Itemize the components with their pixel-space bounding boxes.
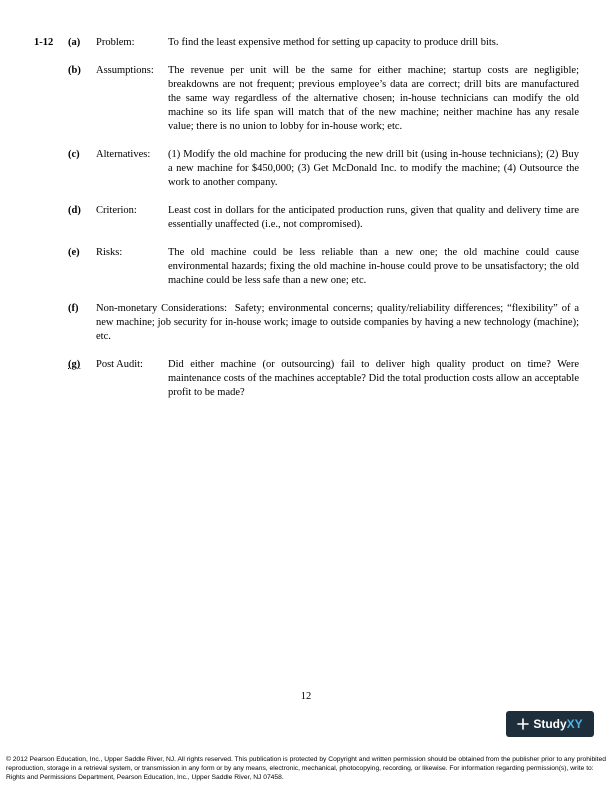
item-letter: (d) — [68, 205, 81, 216]
item-text: Safety; environmental concerns; quality/reliability differences; “flexibility” of a new machine; job security for in-house work; image to outside companies by having a new technology (machine); etc. — [96, 303, 579, 342]
item-text: To find the least expensive method for setting up capacity to produce drill bits. — [168, 37, 499, 48]
item-label: Criterion: — [96, 205, 137, 216]
item-letter: (a) — [68, 37, 81, 48]
page-number: 12 — [300, 691, 312, 702]
item-label: Problem: — [96, 37, 135, 48]
logo-text-xy: XY — [566, 717, 583, 731]
item-c — [34, 148, 579, 190]
item-body — [96, 302, 579, 344]
item-label: Assumptions: — [96, 65, 154, 76]
item-b — [34, 64, 579, 134]
item-label: Post Audit: — [96, 359, 143, 370]
item-letter: (c) — [68, 149, 80, 160]
item-letter: (g) — [68, 359, 81, 370]
item-letter: (b) — [68, 65, 81, 76]
copyright-footer: © 2012 Pearson Education, Inc., Upper Saddle River, NJ. All rights reserved. This publication is protected by Copyright and written permission should be obtained from the publisher prior to any prohibited reproduction, storage in a retrieval system, or transmission in any form or by any means, electronic, mechanical, photocopying, recording, or likewise. For information regarding permission(s), write to: Rights and Permissions Department, Pearson Education, Inc., Upper Saddle River, NJ 07458. — [6, 756, 606, 781]
item-label: Risks: — [96, 247, 123, 258]
item-text: (1) Modify the old machine for producing the new drill bit (using in-house technicians); (2) Buy a new machine for $450,000; (3) Get McDonald Inc. to modify the machine; (4) Outsource the work to another company. — [168, 149, 579, 188]
studyxy-logo — [506, 711, 594, 737]
item-text: Did either machine (or outsourcing) fail to deliver high quality product on time? Were maintenance costs of the machines acceptable? Did the total production costs allow an acceptable profit to be made? — [168, 359, 579, 398]
item-text: Least cost in dollars for the anticipated production runs, given that quality and delivery time are essentially unaffected (i.e., not compromised). — [168, 205, 579, 230]
item-text: The old machine could be less reliable than a new one; the old machine could cause environmental hazards; fixing the old machine in-house could prove to be unsatisfactory; the old machine could be less safe than a new one; etc. — [168, 247, 579, 286]
plus-icon — [517, 718, 529, 730]
item-f — [34, 302, 579, 344]
item-d — [34, 204, 579, 232]
item-e — [34, 246, 579, 288]
item-letter: (f) — [68, 303, 79, 314]
solution-document — [34, 36, 579, 400]
item-a — [34, 36, 579, 50]
item-g — [34, 358, 579, 400]
item-text: The revenue per unit will be the same for either machine; startup costs are negligible; breakdowns are not frequent; previous employee’s data are correct; drill bits are manufactured the same way regardless of the alternative chosen; in-house technicians can modify the old machine so its life span will match that of the new machine; neither machine has any resale value; there is no union to lobby for in-house work; etc. — [168, 65, 579, 132]
item-letter: (e) — [68, 247, 80, 258]
logo-text-study: Study — [533, 717, 567, 731]
item-label: Alternatives: — [96, 149, 151, 160]
problem-number: 1-12 — [34, 37, 54, 48]
item-label: Non-monetary Considerations: — [96, 303, 228, 314]
